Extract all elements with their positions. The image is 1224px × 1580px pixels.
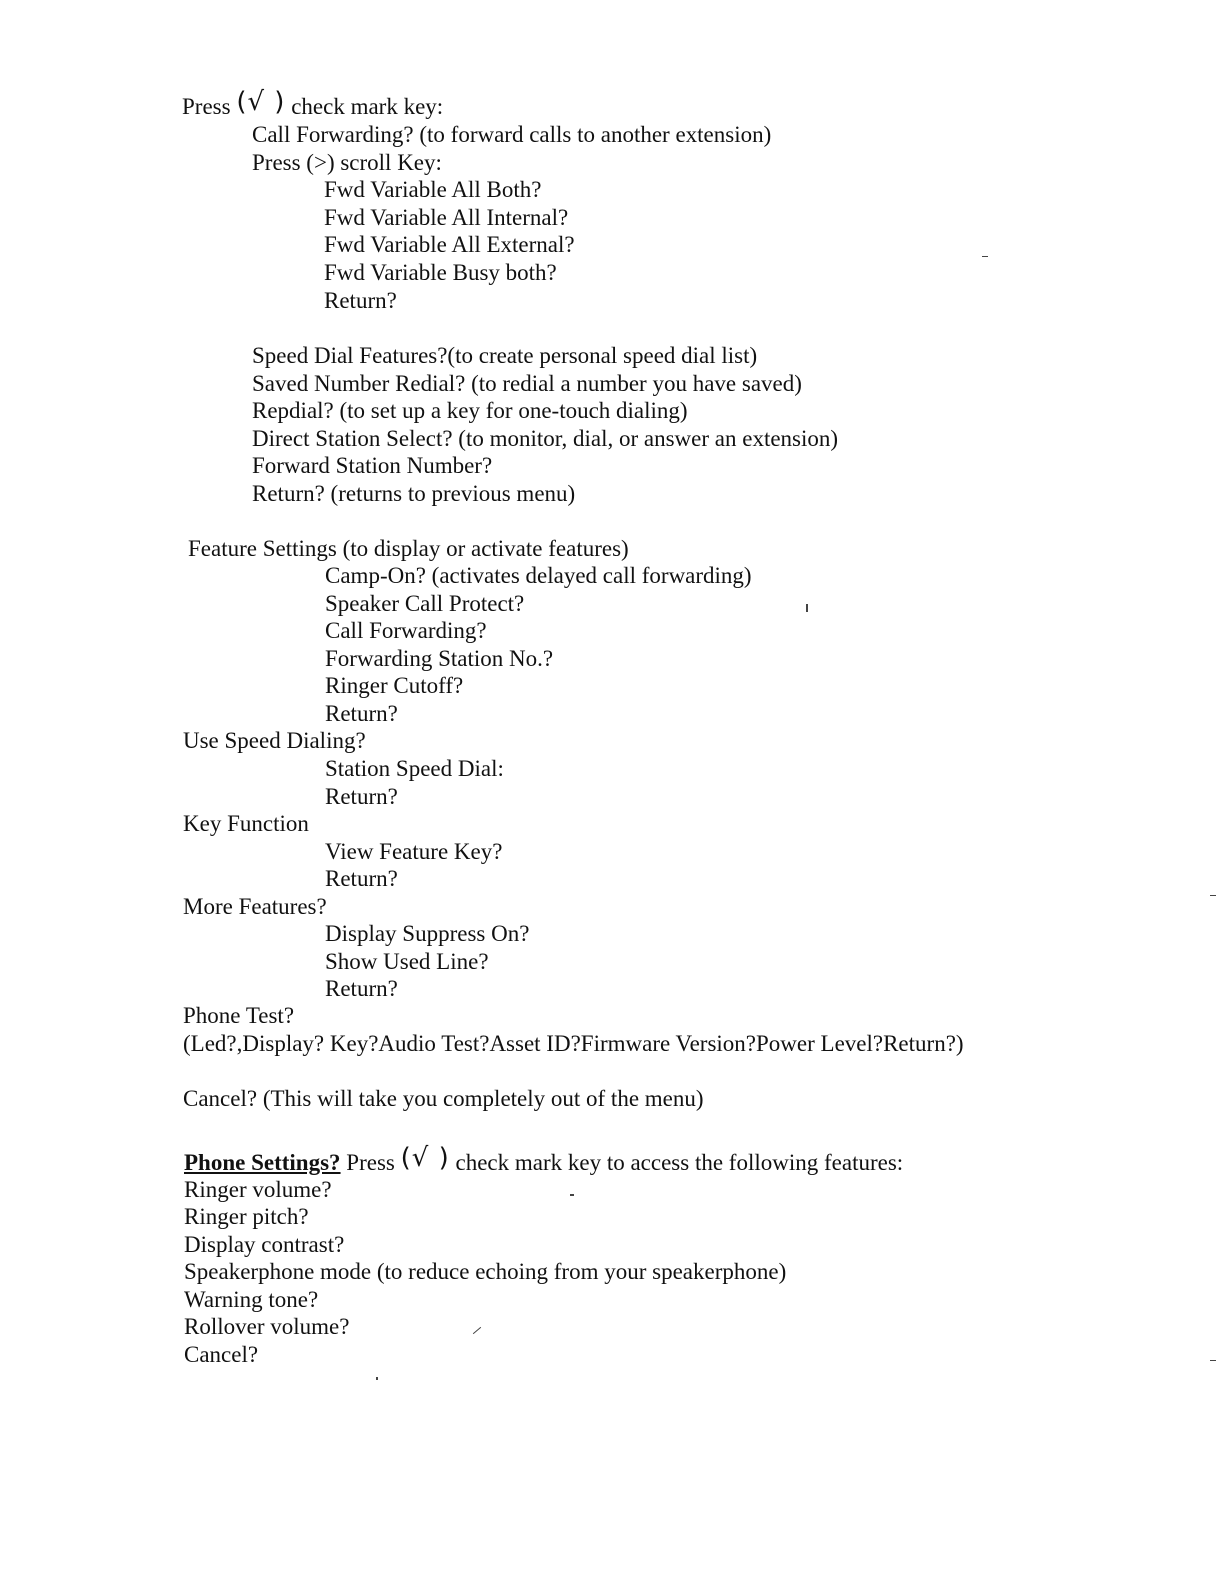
menu-item: Speed Dial Features?(to create personal speed dial list) (252, 343, 758, 368)
submenu-item: Fwd Variable All Internal? (324, 205, 569, 230)
menu-item: Forward Station Number? (252, 453, 493, 478)
settings-item: Cancel? (184, 1342, 259, 1367)
cancel-description: Cancel? (This will take you completely out of the menu) (183, 1086, 704, 1111)
press-check-mark-instruction (182, 87, 444, 121)
submenu-item: Return? (325, 784, 398, 809)
submenu-item: Return? (325, 701, 398, 726)
submenu-item: Ringer Cutoff? (325, 673, 464, 698)
section-heading-feature-settings: Feature Settings (to display or activate features) (188, 536, 629, 561)
submenu-item: Station Speed Dial: (325, 756, 504, 781)
instruction-text: check mark key: (285, 94, 444, 119)
scroll-key-instruction: Press (>) scroll Key: (252, 150, 442, 175)
settings-item: Speakerphone mode (to reduce echoing from your speakerphone) (184, 1259, 787, 1284)
menu-item-call-forwarding: Call Forwarding? (to forward calls to another extension) (252, 122, 772, 147)
submenu-item: Display Suppress On? (325, 921, 530, 946)
instruction-text: Press (340, 1150, 401, 1175)
section-heading-more-features: More Features? (183, 894, 327, 919)
submenu-item: Call Forwarding? (325, 618, 487, 643)
instruction-text: check mark key to access the following features: (449, 1150, 904, 1175)
submenu-item: View Feature Key? (325, 839, 503, 864)
check-mark-icon: (√ ) (400, 1143, 450, 1173)
settings-item: Warning tone? (184, 1287, 319, 1312)
submenu-item: Fwd Variable All External? (324, 232, 575, 257)
submenu-item: Speaker Call Protect? (325, 591, 525, 616)
submenu-item: Fwd Variable All Both? (324, 177, 542, 202)
settings-item: Ringer pitch? (184, 1204, 309, 1229)
submenu-item: Return? (324, 288, 397, 313)
submenu-item: Forwarding Station No.? (325, 646, 554, 671)
settings-item: Display contrast? (184, 1232, 345, 1257)
phone-test-options: (Led?,Display? Key?Audio Test?Asset ID?Firmware Version?Power Level?Return?) (183, 1031, 964, 1056)
section-heading-phone-test: Phone Test? (183, 1003, 295, 1028)
menu-item: Saved Number Redial? (to redial a number you have saved) (252, 371, 802, 396)
settings-item: Rollover volume? (184, 1314, 350, 1339)
section-heading-use-speed-dialing: Use Speed Dialing? (183, 728, 366, 753)
menu-item: Direct Station Select? (to monitor, dial, or answer an extension) (252, 426, 839, 451)
instruction-text: Press (182, 94, 237, 119)
phone-settings-instruction (184, 1143, 904, 1177)
menu-item: Return? (returns to previous menu) (252, 481, 576, 506)
menu-item: Repdial? (to set up a key for one-touch dialing) (252, 398, 688, 423)
submenu-item: Camp-On? (activates delayed call forwarding) (325, 563, 752, 588)
check-mark-icon: (√ ) (236, 87, 286, 117)
section-heading-key-function: Key Function (183, 811, 309, 836)
submenu-item: Fwd Variable Busy both? (324, 260, 557, 285)
submenu-item: Return? (325, 976, 398, 1001)
submenu-item: Return? (325, 866, 398, 891)
settings-item: Ringer volume? (184, 1177, 332, 1202)
submenu-item: Show Used Line? (325, 949, 489, 974)
phone-settings-heading: Phone Settings? (184, 1150, 341, 1175)
